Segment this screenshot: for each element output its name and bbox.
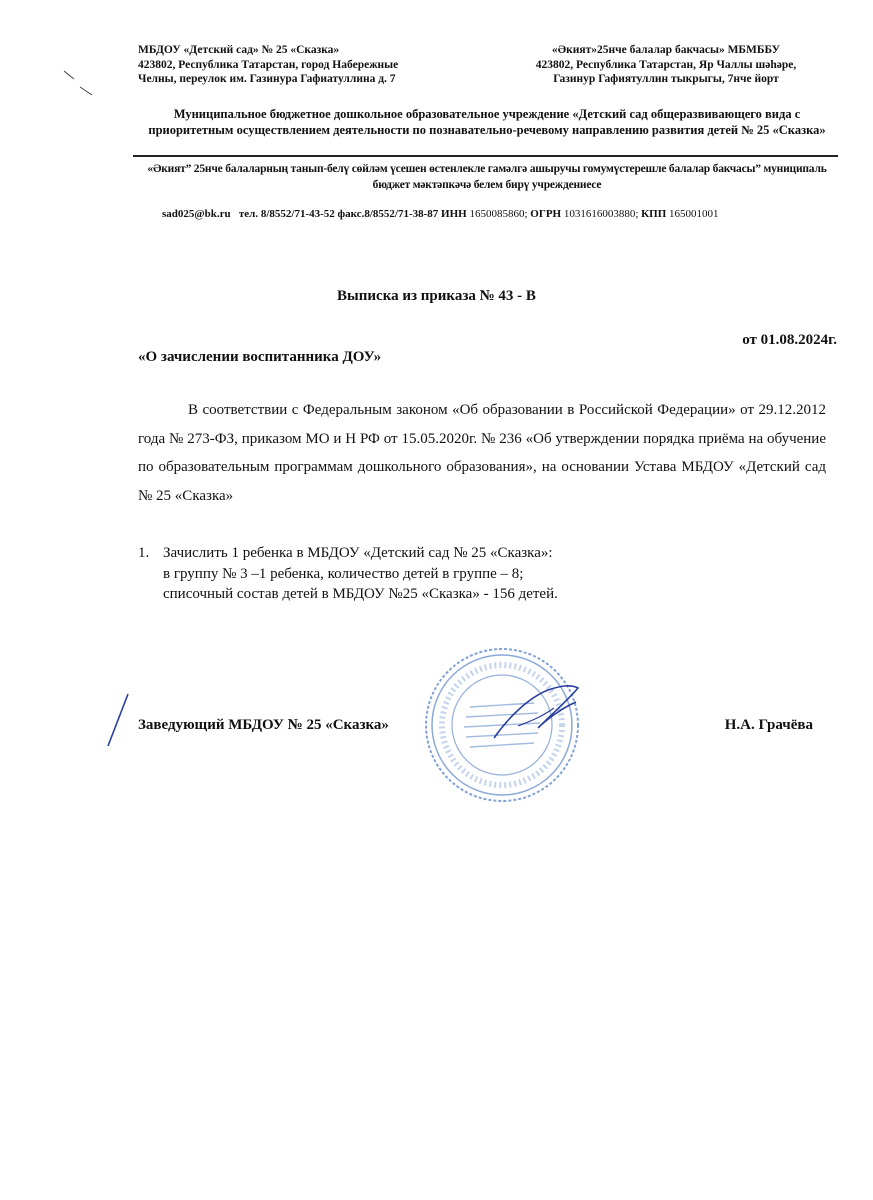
letterhead-left <box>138 43 468 87</box>
letterhead-right <box>506 43 826 87</box>
order-items <box>138 543 828 605</box>
margin-pen-stroke <box>100 690 140 750</box>
letterhead-left-line: Челны, переулок им. Газинура Гафиатуллина д. 7 <box>138 73 396 85</box>
signature-position: Заведующий МБДОУ № 25 «Сказка» <box>138 717 389 733</box>
item-line: списочный состав детей в МБДОУ №25 «Сказка» - 156 детей. <box>163 586 558 602</box>
contact-line <box>162 207 842 221</box>
preamble-paragraph: В соответствии с Федеральным законом «Об образовании в Российской Федерации» от 29.12.2012 года № 273-ФЗ, приказом МО и Н РФ от 15.05.2020г. № 236 «Об утверждении порядка приёма на обучение по образовательным программам дошкольного образования», на основании Устава МБДОУ «Детский сад № 25 «Сказка» <box>138 402 826 504</box>
email-address: sad025@bk.ru <box>162 208 231 220</box>
signatory-name: Н.А. Грачёва <box>724 717 813 733</box>
order-date: от 01.08.2024г. <box>742 332 837 348</box>
inn-label: ИНН <box>441 208 467 220</box>
letterhead-right-line: «Әкият»25нче балалар бакчасы» МБМББУ <box>551 44 781 56</box>
phone-fax: тел. 8/8552/71-43-52 факс.8/8552/71-38-87 <box>238 208 439 220</box>
kpp-label: КПП <box>641 208 667 220</box>
handwritten-signature <box>488 678 588 748</box>
order-preamble <box>138 396 826 510</box>
letterhead-left-line: 423802, Республика Татарстан, город Набережные <box>138 58 399 71</box>
scan-speck <box>60 65 100 105</box>
ogrn-label: ОГРН <box>530 208 562 220</box>
order-title: Выписка из приказа № 43 - В <box>337 288 536 304</box>
letterhead-right-line: 423802, Республика Татарстан, Яр Чаллы шәһәре, <box>535 58 797 71</box>
institution-tatar-name: «Әкият” 25нче балаларның танып-белү сөйләм үсешен өстенлекле гамәлгә ашыручы гомумүстерешле балалар бакчасы” муниципаль бюджет мәктәпкәчә белем бирү учреждениесе <box>147 163 827 191</box>
order-subject: «О зачислении воспитанника ДОУ» <box>138 349 382 365</box>
letterhead-right-line: Газинур Гафиятуллин тыкрыгы, 7нче йорт <box>553 73 779 85</box>
letterhead-left-line: МБДОУ «Детский сад» № 25 «Сказка» <box>138 44 340 56</box>
ogrn-value: 1031616003880; <box>563 208 639 220</box>
inn-value: 1650085860; <box>469 208 528 220</box>
letterhead-divider <box>133 155 838 157</box>
item-line: Зачислить 1 ребенка в МБДОУ «Детский сад № 25 «Сказка»: <box>163 545 553 561</box>
kpp-value: 165001001 <box>669 208 719 220</box>
institution-full-name: Муниципальное бюджетное дошкольное образовательное учреждение «Детский сад общеразвивающего вида с приоритетным осуществлением деятельности по познавательно-речевому направлению развития детей № 25 «Сказка» <box>148 107 826 137</box>
item-number: 1. <box>138 545 150 561</box>
item-line: в группу № 3 –1 ребенка, количество детей в группе – 8; <box>163 565 524 582</box>
